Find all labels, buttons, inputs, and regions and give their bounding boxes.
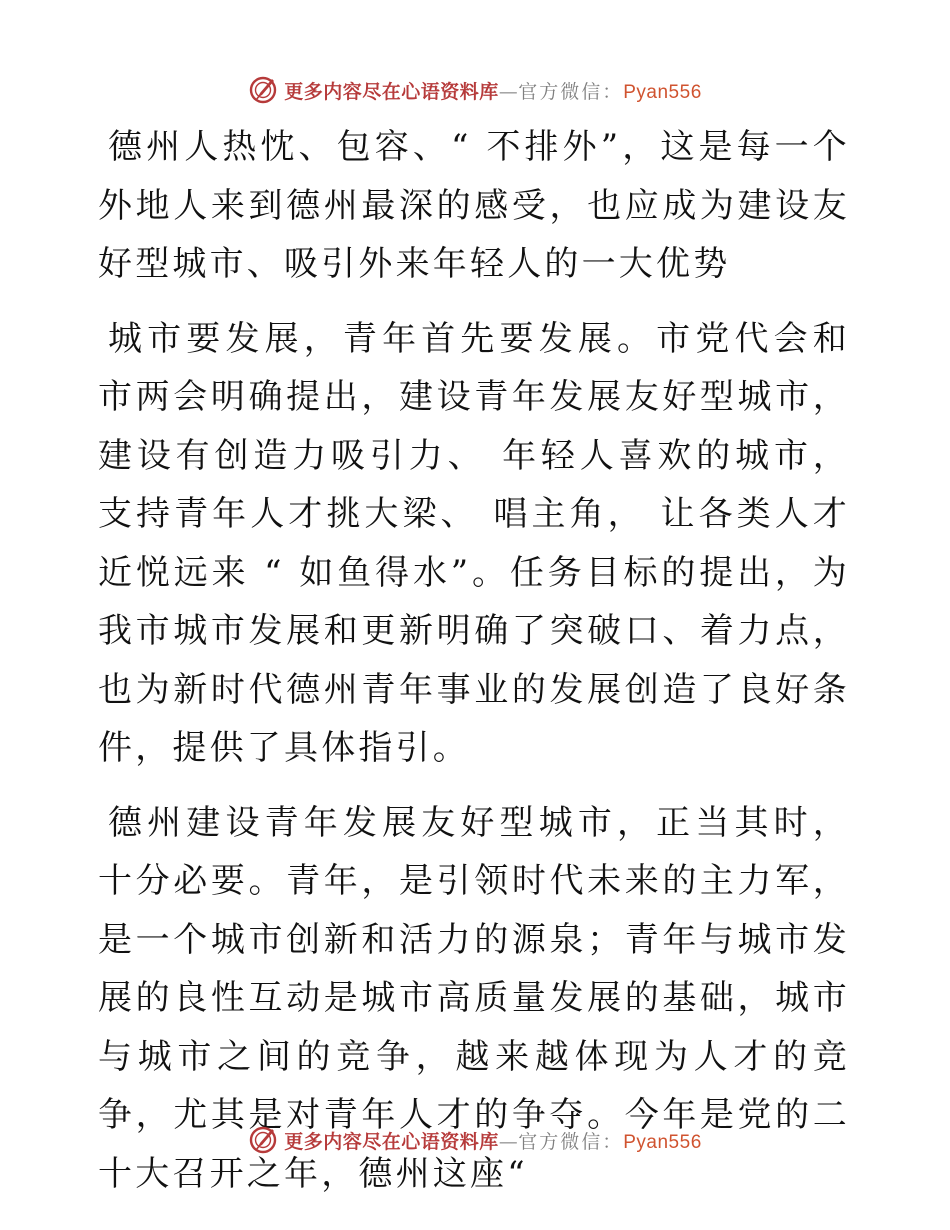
- footer-banner-label: 官方微信：: [518, 1130, 624, 1153]
- header-banner-text: [284, 77, 702, 104]
- paragraph-1: 德州人热忱、包容、“ 不排外”，这是每一个外地人来到德州最深的感受，也应成为建设友好型城市、吸引外来年轻人的一大优势: [98, 127, 850, 284]
- quill-logo-icon: [248, 75, 278, 105]
- header-banner: [0, 72, 950, 108]
- footer-banner-text: [284, 1127, 702, 1154]
- header-banner-main: 更多内容尽在心语资料库: [284, 80, 499, 103]
- quill-logo-icon: [248, 1125, 278, 1155]
- paragraph-3: 德州建设青年发展友好型城市，正当其时，十分必要。青年，是引领时代未来的主力军，是一个城市创新和活力的源泉；青年与城市发展的良性互动是城市高质量发展的基础，城市与城市之间的竞争，越来越体现为人才的竞争，尤其是对青年人才的争夺。今年是党的二十大召开之年，德州这座“: [98, 802, 850, 1194]
- paragraph-2: 城市要发展，青年首先要发展。市党代会和市两会明确提出，建设青年发展友好型城市，建设有创造力吸引力、 年轻人喜欢的城市， 支持青年人才挑大梁、 唱主角， 让各类人才近悦远来 “ 如鱼得水”。任务目标的提出，为我市城市发展和更新明确了突破口、着力点，也为新时代德州青年事业的发展创造了良好条件，提供了具体指引。: [98, 318, 850, 768]
- footer-banner: [0, 1122, 950, 1158]
- header-banner-dash: —: [498, 80, 519, 103]
- header-banner-label: 官方微信：: [518, 80, 624, 103]
- header-banner-wechat-id: Pyan556: [623, 81, 702, 103]
- document-body: [98, 118, 850, 1217]
- footer-banner-main: 更多内容尽在心语资料库: [284, 1130, 499, 1153]
- footer-banner-dash: —: [498, 1130, 519, 1153]
- footer-banner-wechat-id: Pyan556: [623, 1131, 702, 1153]
